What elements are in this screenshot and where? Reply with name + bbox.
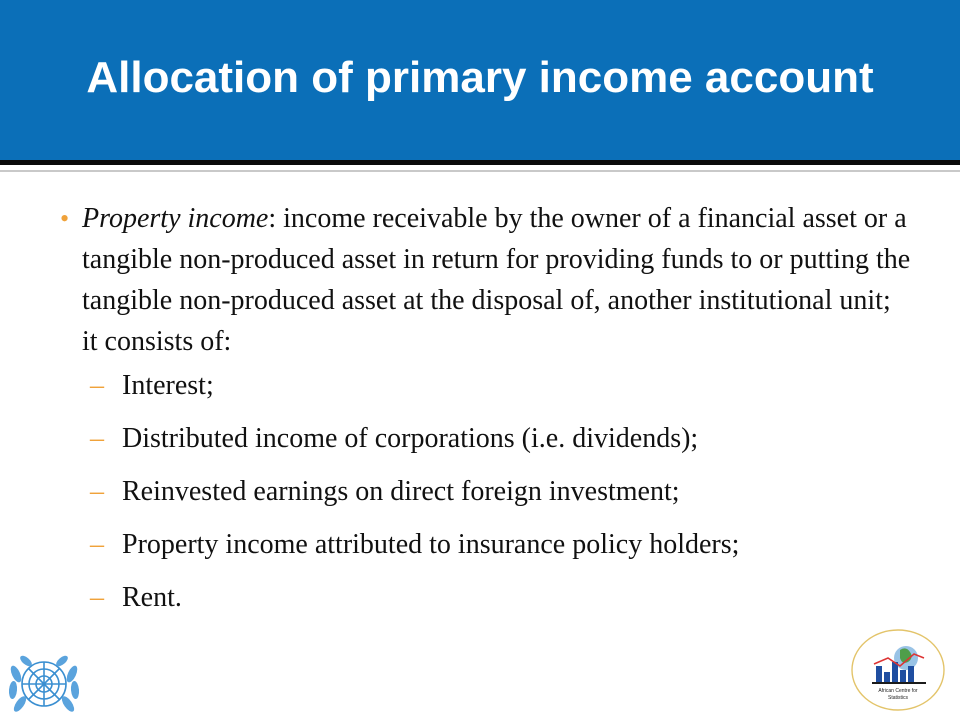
acs-caption-line1: African Centre for [878, 688, 918, 694]
title-bar [0, 0, 960, 160]
sub-item-interest [60, 371, 920, 401]
bullet-icon: • [60, 204, 70, 233]
dash-icon: – [90, 476, 104, 507]
sub-item-reinvested-earnings [60, 477, 920, 507]
slide-title: Allocation of primary income account [86, 53, 874, 102]
sub-item-label: Distributed income of corporations (i.e. dividends); [122, 423, 699, 454]
dash-icon: – [90, 529, 104, 560]
slide-body [60, 198, 920, 636]
sub-item-label: Interest; [122, 370, 214, 401]
sub-item-label: Rent. [122, 582, 182, 613]
acs-caption-line2: Statistics [887, 695, 908, 701]
dash-icon: – [90, 423, 104, 454]
bullet-term: Property income [82, 203, 269, 234]
bullet-text [82, 198, 912, 362]
un-emblem-icon [4, 644, 84, 720]
dash-icon: – [90, 370, 104, 401]
sub-list [60, 371, 920, 613]
bullet-item [60, 198, 920, 362]
title-divider-shadow [0, 170, 960, 172]
sub-item-insurance-property-income [60, 530, 920, 560]
sub-item-rent [60, 583, 920, 613]
acs-caption [866, 688, 930, 702]
sub-item-label: Reinvested earnings on direct foreign investment; [122, 476, 680, 507]
title-divider [0, 160, 960, 165]
sub-item-distributed-income [60, 424, 920, 454]
bullet-definition: : income receivable by the owner of a financial asset or a tangible non-produced asset in return for providing funds to or putting the tangible non-produced asset at the disposal of, another institutional unit; it consists of: [82, 203, 911, 357]
dash-icon: – [90, 582, 104, 613]
sub-item-label: Property income attributed to insurance policy holders; [122, 529, 740, 560]
